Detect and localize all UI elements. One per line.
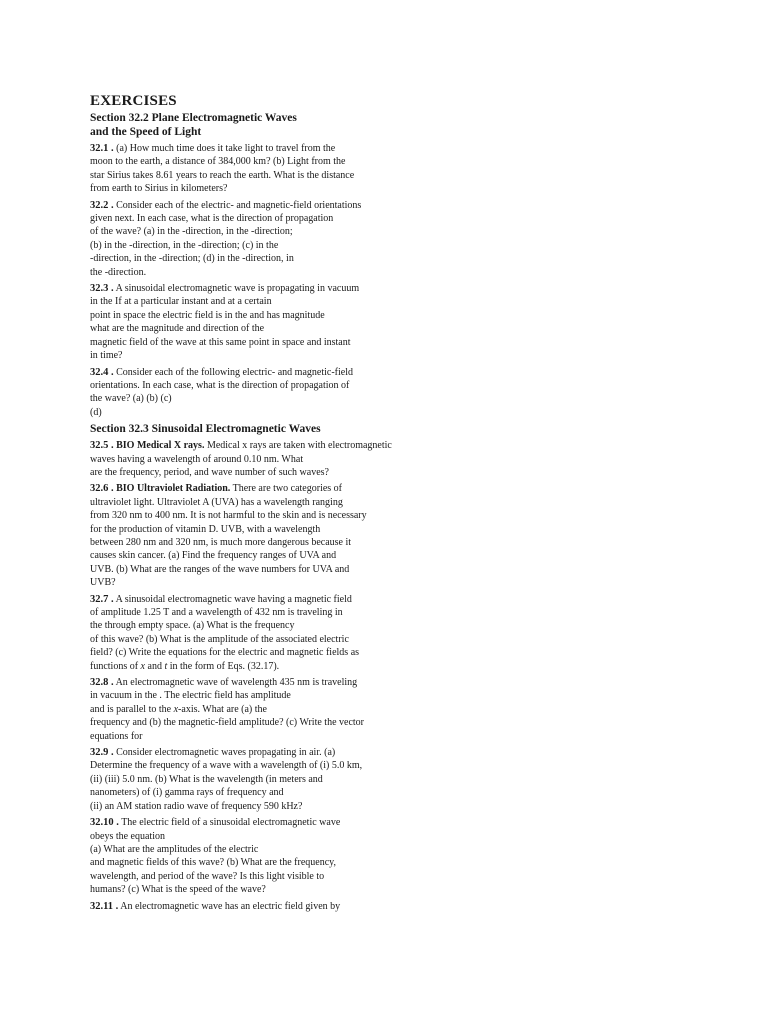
exercise-line: moon to the earth, a distance of 384,000 km? (b) Light from the [90,156,346,168]
exercise-text: and is parallel to the [90,703,174,715]
exercise-line: (a) What are the amplitudes of the electric [90,843,259,855]
exercise-line: point in space the electric field is in the and has magnitude [90,309,325,321]
exercise-line: of the wave? (a) in the -direction, in the -direction; [90,226,293,238]
exercise-line: waves having a wavelength of around 0.10 nm. What [90,453,304,465]
exercise-number: 32.10 . [90,817,119,829]
exercise-32-7 [90,593,435,673]
exercise-line: the through empty space. (a) What is the frequency [90,620,295,632]
exercise-text: and [145,660,165,672]
exercise-text: in the form of Eqs. (32.17). [167,660,280,672]
exercise-line: (ii) an AM station radio wave of frequency 590 kHz? [90,800,303,812]
exercise-32-4 [90,366,435,420]
exercise-text: An electromagnetic wave of wavelength 435 nm is traveling [113,677,358,689]
section-heading-line: and the Speed of Light [90,126,202,138]
exercise-line: are the frequency, period, and wave number of such waves? [90,466,329,478]
exercise-line: magnetic field of the wave at this same point in space and instant [90,336,351,348]
exercise-line: given next. In each case, what is the direction of propagation [90,213,334,225]
exercise-line: humans? (c) What is the speed of the wave? [90,884,266,896]
exercise-number: 32.8 . [90,677,114,689]
exercise-line [90,482,435,495]
exercise-text: Consider each of the electric- and magnetic-field orientations [113,199,362,211]
section-heading-32-3: Section 32.3 Sinusoidal Electromagnetic Waves [90,423,321,436]
exercise-line: star Sirius takes 8.61 years to reach the earth. What is the distance [90,169,355,181]
exercise-line [90,366,435,379]
exercises-content [90,92,435,916]
exercise-line: UVB. (b) What are the ranges of the wave numbers for UVA and [90,563,350,575]
exercise-line: in time? [90,350,123,362]
variable-x: x [140,660,145,672]
exercise-text: -axis. What are (a) the [178,703,267,715]
page-title: EXERCISES [90,93,177,109]
exercise-line: UVB? [90,577,116,589]
exercise-line: in vacuum in the . The electric field has amplitude [90,690,291,702]
exercise-number: 32.11 . [90,900,119,912]
exercise-line: of this wave? (b) What is the amplitude of the associated electric [90,633,349,645]
exercise-lead: BIO Ultraviolet Radiation. [113,483,231,495]
exercise-line: obeys the equation [90,830,165,842]
exercise-line [90,593,435,606]
exercise-line: nanometers) of (i) gamma rays of frequency and [90,787,284,799]
exercise-line: ultraviolet light. Ultraviolet A (UVA) has a wavelength ranging [90,496,343,508]
exercise-32-5 [90,439,435,479]
exercise-line: field? (c) Write the equations for the electric and magnetic fields as [90,647,360,659]
section-heading-line: Section 32.2 Plane Electromagnetic Waves [90,112,297,124]
exercise-number: 32.6 . [90,483,114,495]
exercise-32-3 [90,282,435,362]
variable-x: x [173,703,179,715]
exercise-number: 32.5 . [90,440,114,452]
section-heading-32-2 [90,111,435,139]
exercise-line [90,660,435,673]
exercise-line: wavelength, and period of the wave? Is this light visible to [90,870,325,882]
exercise-lead: BIO Medical X rays. [113,440,205,452]
exercise-line: between 280 nm and 320 nm, is much more dangerous because it [90,536,352,548]
exercise-text: A sinusoidal electromagnetic wave is propagating in vacuum [113,283,360,295]
exercise-line: Determine the frequency of a wave with a wavelength of (i) 5.0 km, [90,760,363,772]
exercise-text: Consider electromagnetic waves propagating in air. (a) [113,747,336,759]
exercise-line: for the production of vitamin D. UVB, with a wavelength [90,523,321,535]
exercise-line: equations for [90,730,143,742]
exercise-text: (a) How much time does it take light to travel from the [113,143,336,154]
exercise-text: An electromagnetic wave has an electric field given by [118,900,341,912]
exercise-32-6 [90,482,435,589]
exercise-line: in the If at a particular instant and at a certain [90,296,272,308]
exercise-text: The electric field of a sinusoidal electromagnetic wave [118,817,341,829]
exercise-text: A sinusoidal electromagnetic wave having a magnetic field [113,593,352,605]
exercise-line: and magnetic fields of this wave? (b) What are the frequency, [90,857,337,869]
exercise-line [90,282,435,295]
exercise-number: 32.4 . [90,366,114,378]
exercise-line: what are the magnitude and direction of the [90,323,265,335]
exercise-line: from 320 nm to 400 nm. It is not harmful to the skin and is necessary [90,510,367,522]
exercise-number: 32.2 . [90,199,114,211]
exercise-line [90,816,435,829]
exercise-text: functions of [90,660,141,672]
exercise-line [90,439,435,452]
exercise-line [90,703,435,716]
exercise-number: 32.3 . [90,283,114,295]
exercise-32-2 [90,199,435,279]
exercise-line: the -direction. [90,266,147,278]
exercise-line: (b) in the -direction, in the -direction; (c) in the [90,239,279,251]
exercise-line: of amplitude 1.25 T and a wavelength of 432 nm is traveling in [90,607,343,618]
exercise-line: causes skin cancer. (a) Find the frequency ranges of UVA and [90,550,337,562]
exercise-line [90,746,435,759]
exercise-text: Consider each of the following electric- and magnetic-field [113,366,353,378]
exercise-line: the wave? (a) (b) (c) [90,393,172,405]
exercise-line [90,676,435,689]
exercise-line: -direction, in the -direction; (d) in the -direction, in [90,253,294,265]
exercise-line: (d) [90,406,102,418]
variable-t: t [164,660,168,672]
exercise-number: 32.1 . [90,143,114,154]
exercise-line [90,142,435,155]
exercise-line: frequency and (b) the magnetic-field amplitude? (c) Write the vector [90,717,365,729]
exercise-line: orientations. In each case, what is the direction of propagation of [90,379,350,391]
exercise-text: There are two categories of [230,483,343,495]
exercise-32-11 [90,900,435,913]
exercise-line [90,199,435,212]
exercise-line: (ii) (iii) 5.0 nm. (b) What is the wavelength (in meters and [90,773,323,785]
exercise-number: 32.7 . [90,593,114,605]
exercise-32-10 [90,816,435,896]
exercise-32-1 [90,142,435,196]
exercise-32-9 [90,746,435,813]
exercise-line: from earth to Sirius in kilometers? [90,183,228,195]
exercise-line [90,900,435,913]
exercise-number: 32.9 . [90,747,114,759]
exercise-32-8 [90,676,435,743]
exercise-text: Medical x rays are taken with electromagnetic [204,440,392,452]
